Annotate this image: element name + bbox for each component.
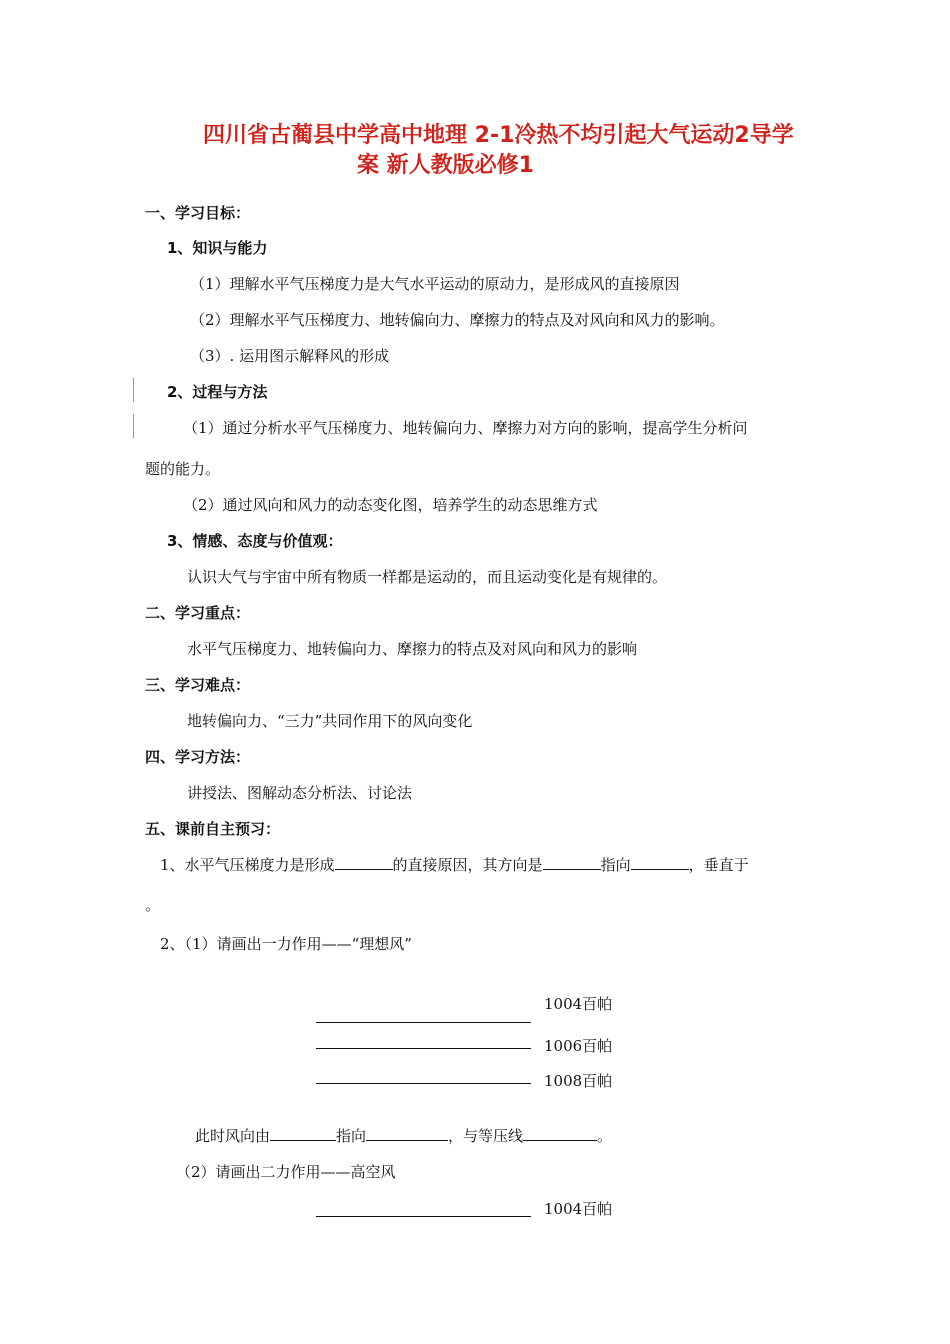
wind-direction-question bbox=[195, 1126, 612, 1146]
question-1-text: ，垂直于 bbox=[688, 856, 749, 874]
isobar-line bbox=[316, 1216, 531, 1217]
question-1-text: 1、水平气压梯度力是形成 bbox=[160, 856, 335, 874]
wind-text: ，与等压线 bbox=[448, 1127, 524, 1145]
answer-blank[interactable] bbox=[270, 1126, 336, 1141]
focus-text: 水平气压梯度力、地转偏向力、摩擦力的特点及对风向和风力的影响 bbox=[187, 640, 638, 658]
values-text: 认识大气与宇宙中所有物质一样都是运动的，而且运动变化是有规律的。 bbox=[187, 568, 668, 586]
section-heading-method: 四、学习方法： bbox=[145, 748, 251, 766]
question-1-text: 的直接原因，其方向是 bbox=[392, 856, 543, 874]
answer-blank[interactable] bbox=[543, 855, 601, 870]
question-1-text: 指向 bbox=[600, 856, 631, 874]
goal-item-2: （2）理解水平气压梯度力、地转偏向力、摩擦力的特点及对风向和风力的影响。 bbox=[190, 311, 725, 329]
doc-title-line2: 案 新人教版必修1 bbox=[357, 153, 534, 178]
section-heading-focus: 二、学习重点： bbox=[145, 604, 251, 622]
process-item-1a: （1）通过分析水平气压梯度力、地转偏向力、摩擦力对方向的影响，提高学生分析问 bbox=[183, 419, 748, 437]
wind-text: 此时风向由 bbox=[195, 1127, 271, 1145]
difficulty-text: 地转偏向力、“三力”共同作用下的风向变化 bbox=[187, 712, 473, 730]
question-1 bbox=[160, 855, 749, 875]
goal-item-3: （3）. 运用图示解释风的形成 bbox=[190, 347, 390, 365]
answer-blank[interactable] bbox=[523, 1126, 597, 1141]
section-heading-difficulty: 三、学习难点： bbox=[145, 676, 251, 694]
subheading-values: 3、情感、态度与价值观： bbox=[167, 532, 343, 550]
question-2-sub2: （2）请画出二力作用——高空风 bbox=[176, 1163, 396, 1181]
isobar-label-1004-high: 1004百帕 bbox=[544, 1200, 613, 1218]
question-1-end: 。 bbox=[145, 896, 161, 914]
revision-mark bbox=[133, 378, 134, 402]
revision-mark bbox=[133, 414, 134, 438]
isobar-line bbox=[316, 1022, 531, 1023]
isobar-label-1004: 1004百帕 bbox=[544, 995, 613, 1013]
answer-blank[interactable] bbox=[366, 1126, 448, 1141]
goal-item-1: （1）理解水平气压梯度力是大气水平运动的原动力，是形成风的直接原因 bbox=[190, 275, 680, 293]
process-item-2: （2）通过风向和风力的动态变化图，培养学生的动态思维方式 bbox=[183, 496, 598, 514]
section-heading-goals: 一、学习目标： bbox=[145, 204, 251, 222]
isobar-line bbox=[316, 1083, 531, 1084]
subheading-process: 2、过程与方法 bbox=[167, 383, 268, 401]
section-heading-preview: 五、课前自主预习： bbox=[145, 820, 281, 838]
process-item-1b: 题的能力。 bbox=[145, 460, 221, 478]
isobar-label-1008: 1008百帕 bbox=[544, 1072, 613, 1090]
question-2-label: 2、（1）请画出一力作用——“理想风” bbox=[160, 935, 412, 953]
answer-blank[interactable] bbox=[631, 855, 689, 870]
subheading-knowledge: 1、知识与能力 bbox=[167, 239, 268, 257]
answer-blank[interactable] bbox=[335, 855, 393, 870]
wind-text: 。 bbox=[597, 1127, 613, 1145]
isobar-line bbox=[316, 1048, 531, 1049]
isobar-label-1006: 1006百帕 bbox=[544, 1037, 613, 1055]
doc-title-line1: 四川省古蔺县中学高中地理 2-1冷热不均引起大气运动2导学 bbox=[203, 123, 794, 148]
method-text: 讲授法、图解动态分析法、讨论法 bbox=[187, 784, 413, 802]
wind-text: 指向 bbox=[336, 1127, 367, 1145]
